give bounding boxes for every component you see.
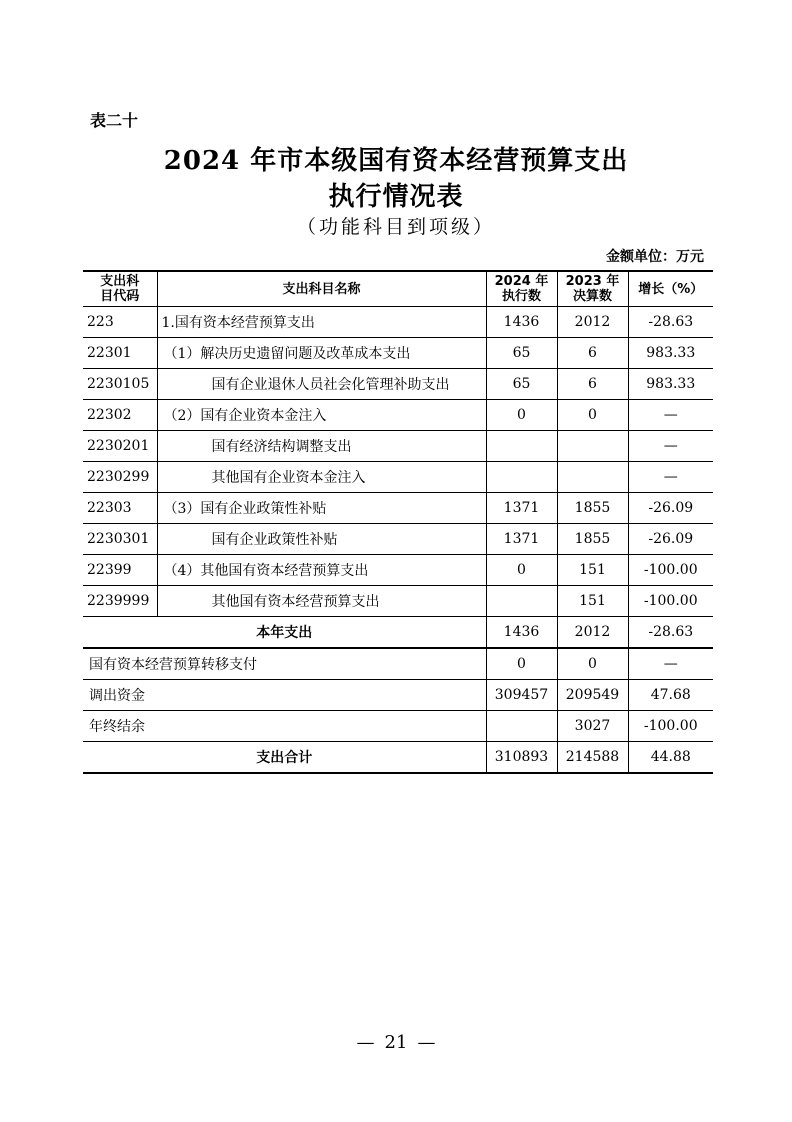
row-name: （2）国有企业资本金注入	[157, 400, 486, 431]
row-code: 22301	[83, 338, 157, 369]
transfer-growth: —	[628, 648, 713, 680]
row-growth: 983.33	[628, 369, 713, 400]
row-name: 其他国有企业资本金注入	[157, 462, 486, 493]
row-name: 国有企业政策性补贴	[157, 524, 486, 555]
table-row	[83, 524, 713, 555]
row-code: 2239999	[83, 586, 157, 617]
transfer-final: 0	[557, 648, 628, 680]
row-growth: —	[628, 400, 713, 431]
year-end-exec	[486, 711, 557, 742]
page-dash-left: —	[356, 1032, 375, 1053]
table-row	[83, 369, 713, 400]
table-row	[83, 555, 713, 586]
transfer-exec: 0	[486, 648, 557, 680]
table-row	[83, 338, 713, 369]
table-label: 表二十	[90, 111, 139, 130]
row-growth: -100.00	[628, 555, 713, 586]
year-total-growth: -28.63	[628, 617, 713, 649]
unit-label: 金额单位：万元	[606, 249, 704, 265]
table-row	[83, 307, 713, 338]
page-title-line2: 执行情况表	[328, 182, 464, 212]
page-number	[0, 1032, 792, 1053]
row-code: 2230301	[83, 524, 157, 555]
grand-total-exec: 310893	[486, 742, 557, 774]
row-exec: 1371	[486, 524, 557, 555]
row-name: （1）解决历史遗留问题及改革成本支出	[157, 338, 486, 369]
row-final: 151	[557, 586, 628, 617]
grand-total-final: 214588	[557, 742, 628, 774]
table-row	[83, 400, 713, 431]
row-exec	[486, 462, 557, 493]
transfer-out-label: 调出资金	[83, 680, 486, 711]
row-code: 2230105	[83, 369, 157, 400]
transfer-out-row	[83, 680, 713, 711]
row-growth: -26.09	[628, 524, 713, 555]
row-growth: —	[628, 462, 713, 493]
column-header-exec-line1: 2024 年	[494, 274, 549, 289]
page-title: 2024 年市本级国有资本经营预算支出	[163, 146, 629, 176]
row-final: 6	[557, 338, 628, 369]
row-name: 其他国有资本经营预算支出	[157, 586, 486, 617]
page-number-value: 21	[384, 1032, 408, 1053]
row-exec: 1436	[486, 307, 557, 338]
table-header-row	[83, 271, 713, 307]
year-total-exec: 1436	[486, 617, 557, 649]
row-exec: 65	[486, 369, 557, 400]
grand-total-row	[83, 742, 713, 774]
row-growth: -26.09	[628, 493, 713, 524]
row-exec	[486, 586, 557, 617]
row-exec: 0	[486, 400, 557, 431]
row-final: 1855	[557, 493, 628, 524]
row-code: 22302	[83, 400, 157, 431]
row-name: （4）其他国有资本经营预算支出	[157, 555, 486, 586]
row-name: （3）国有企业政策性补贴	[157, 493, 486, 524]
row-name: 1.国有资本经营预算支出	[157, 307, 486, 338]
column-header-exec-line2: 执行数	[501, 289, 541, 304]
row-final	[557, 431, 628, 462]
row-growth: —	[628, 431, 713, 462]
row-growth: -100.00	[628, 586, 713, 617]
column-header-final-line2: 决算数	[572, 289, 612, 304]
column-header-growth: 增长（%）	[628, 271, 713, 307]
table-row	[83, 493, 713, 524]
transfer-out-exec: 309457	[486, 680, 557, 711]
year-end-growth: -100.00	[628, 711, 713, 742]
transfer-row	[83, 648, 713, 680]
column-header-final-line1: 2023 年	[565, 274, 620, 289]
column-header-exec	[486, 271, 557, 307]
row-code: 2230299	[83, 462, 157, 493]
row-exec: 0	[486, 555, 557, 586]
row-final: 2012	[557, 307, 628, 338]
table-row	[83, 431, 713, 462]
year-end-label: 年终结余	[83, 711, 486, 742]
row-code: 22399	[83, 555, 157, 586]
row-final	[557, 462, 628, 493]
table-row	[83, 586, 713, 617]
row-final: 0	[557, 400, 628, 431]
year-end-row	[83, 711, 713, 742]
row-exec	[486, 431, 557, 462]
row-final: 1855	[557, 524, 628, 555]
row-name: 国有企业退休人员社会化管理补助支出	[157, 369, 486, 400]
row-final: 151	[557, 555, 628, 586]
budget-table	[83, 270, 713, 774]
row-code: 223	[83, 307, 157, 338]
transfer-label: 国有资本经营预算转移支付	[83, 648, 486, 680]
row-exec: 65	[486, 338, 557, 369]
column-header-code-line2: 目代码	[100, 289, 140, 304]
year-total-row	[83, 617, 713, 649]
column-header-code-line1: 支出科	[100, 274, 140, 289]
page-subtitle: （功能科目到项级）	[296, 216, 495, 238]
row-code: 2230201	[83, 431, 157, 462]
year-total-final: 2012	[557, 617, 628, 649]
grand-total-label: 支出合计	[83, 742, 486, 774]
row-code: 22303	[83, 493, 157, 524]
row-growth: -28.63	[628, 307, 713, 338]
year-total-label: 本年支出	[83, 617, 486, 649]
column-header-code	[83, 271, 157, 307]
column-header-final	[557, 271, 628, 307]
table-row	[83, 462, 713, 493]
transfer-out-final: 209549	[557, 680, 628, 711]
row-name: 国有经济结构调整支出	[157, 431, 486, 462]
row-exec: 1371	[486, 493, 557, 524]
year-end-final: 3027	[557, 711, 628, 742]
row-growth: 983.33	[628, 338, 713, 369]
column-header-name: 支出科目名称	[157, 271, 486, 307]
page-dash-right: —	[417, 1032, 436, 1053]
row-final: 6	[557, 369, 628, 400]
transfer-out-growth: 47.68	[628, 680, 713, 711]
grand-total-growth: 44.88	[628, 742, 713, 774]
